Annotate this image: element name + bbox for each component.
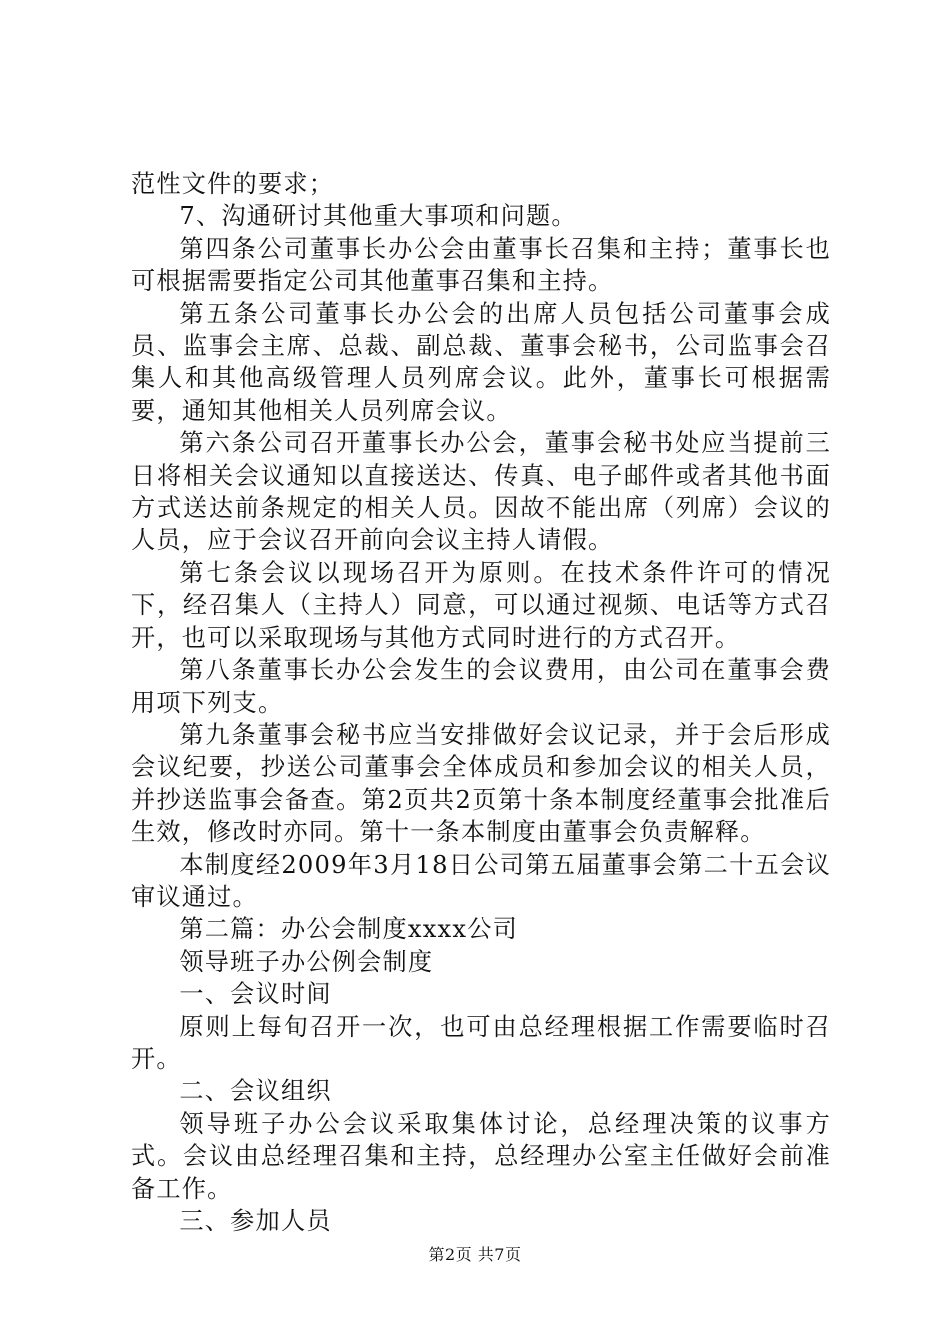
section-heading: 二、会议组织	[179, 1077, 332, 1106]
section-heading: 一、会议时间	[179, 980, 332, 1009]
paragraph: 第八条董事长办公会发生的会议费用，由公司在董事会费用项下列支。	[131, 656, 831, 717]
paragraph: 本制度经2009年3月18日公司第五届董事会第二十五会议审议通过。	[131, 850, 831, 911]
page-number: 第2页 共7页	[428, 1245, 522, 1264]
document-body	[131, 168, 831, 1237]
paragraph: 第九条董事会秘书应当安排做好会议记录，并于会后形成会议纪要，抄送公司董事会全体成员和参加会议的相关人员，并抄送监事会备查。第2页共2页第十条本制度经董事会批准后生效，修改时亦同。第十一条本制度由董事会负责解释。	[131, 720, 831, 847]
paragraph: 第四条公司董事长办公会由董事长召集和主持；董事长也可根据需要指定公司其他董事召集和主持。	[131, 234, 831, 296]
paragraph: 原则上每旬召开一次，也可由总经理根据工作需要临时召开。	[131, 1012, 831, 1073]
paragraph: 领导班子办公会议采取集体讨论，总经理决策的议事方式。会议由总经理召集和主持，总经理办公室主任做好会前准备工作。	[131, 1109, 831, 1203]
document-heading: 领导班子办公例会制度	[179, 947, 434, 976]
section-title: 第二篇：办公会制度xxxx公司	[179, 915, 519, 944]
paragraph: 第六条公司召开董事长办公会，董事会秘书处应当提前三日将相关会议通知以直接送达、传真、电子邮件或者其他书面方式送达前条规定的相关人员。因故不能出席（列席）会议的人员，应于会议召开前向会议主持人请假。	[131, 429, 831, 555]
paragraph: 范性文件的要求；	[131, 170, 335, 198]
paragraph: 7、沟通研讨其他重大事项和问题。	[179, 202, 577, 231]
paragraph: 第五条公司董事长办公会的出席人员包括公司董事会成员、监事会主席、总裁、副总裁、董事会秘书，公司监事会召集人和其他高级管理人员列席会议。此外，董事长可根据需要，通知其他相关人员列席会议。	[131, 299, 831, 425]
page-footer	[0, 1242, 950, 1265]
paragraph: 第七条会议以现场召开为原则。在技术条件许可的情况下，经召集人（主持人）同意，可以通过视频、电话等方式召开，也可以采取现场与其他方式同时进行的方式召开。	[131, 558, 831, 652]
section-heading: 三、参加人员	[179, 1207, 332, 1235]
